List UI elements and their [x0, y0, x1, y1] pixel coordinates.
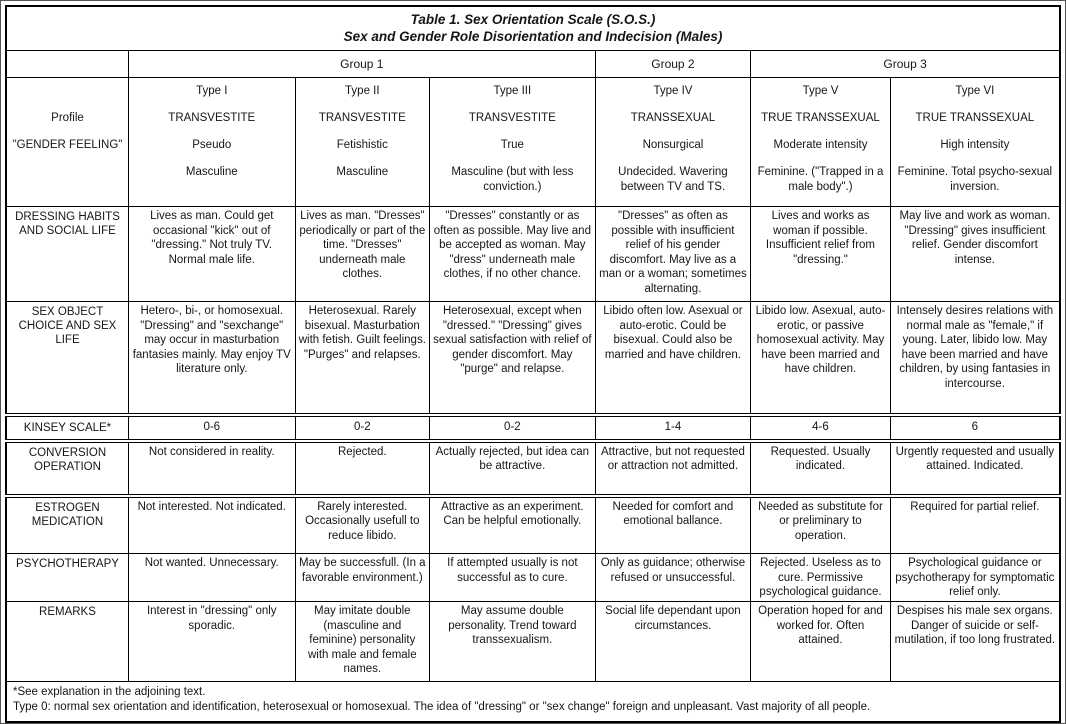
profile-line: Masculine	[336, 166, 389, 178]
profile-label-line: Profile	[51, 112, 84, 124]
profile-header-type-5	[751, 78, 891, 207]
profile-line: Type VI	[955, 85, 995, 97]
cell-r3-c6: 6	[890, 415, 1060, 441]
table-title-line2: Sex and Gender Role Disorientation and Indecision (Males)	[343, 29, 723, 44]
cell-r5-c3: Attractive as an experiment. Can be helpful emotionally.	[430, 496, 596, 554]
footnote-row	[6, 682, 1060, 723]
sos-table	[5, 5, 1061, 723]
cell-r3-c3: 0-2	[430, 415, 596, 441]
corner-cell	[6, 51, 128, 78]
profile-header-type-6	[890, 78, 1060, 207]
table-title-cell	[6, 6, 1060, 51]
profile-label-line: "GENDER FEELING"	[12, 139, 123, 151]
cell-r6-c1: Not wanted. Unnecessary.	[128, 554, 295, 602]
cell-r4-c4: Attractive, but not requested or attraction not admitted.	[595, 441, 751, 496]
cell-r4-c1: Not considered in reality.	[128, 441, 295, 496]
footnotes-cell	[6, 682, 1060, 723]
cell-r6-c3: If attempted usually is not successful as to cure.	[430, 554, 596, 602]
cell-r4-c5: Requested. Usually indicated.	[751, 441, 891, 496]
profile-header-row	[6, 78, 1060, 207]
profile-line: Type III	[493, 85, 532, 97]
cell-r3-c1: 0-6	[128, 415, 295, 441]
profile-line: Moderate intensity	[773, 139, 868, 151]
cell-r2-c2: Heterosexual. Rarely bisexual. Masturbation with fetish. Guilt feelings. "Purges" and relapses.	[295, 302, 429, 415]
cell-r5-c4: Needed for comfort and emotional ballance.	[595, 496, 751, 554]
profile-line: True	[500, 139, 524, 151]
table-row	[6, 554, 1060, 602]
cell-r7-c4: Social life dependant upon circumstances.	[595, 602, 751, 682]
cell-r4-c2: Rejected.	[295, 441, 429, 496]
cell-r6-c5: Rejected. Useless as to cure. Permissive psychological guidance.	[751, 554, 891, 602]
profile-line: TRUE TRANSSEXUAL	[915, 112, 1035, 124]
cell-r2-c5: Libido low. Asexual, auto-erotic, or passive homosexual activity. May have been married and have children.	[751, 302, 891, 415]
cell-r1-c3: "Dresses" constantly or as often as possible. May live and be accepted as woman. May "dress" underneath male clothes, if no other chance.	[430, 207, 596, 302]
table-row	[6, 496, 1060, 554]
cell-r4-c6: Urgently requested and usually attained. Indicated.	[890, 441, 1060, 496]
cell-r1-c4: "Dresses" as often as possible with insufficient relief of his gender discomfort. May live as a man or a woman; sometimes alternating.	[595, 207, 751, 302]
profile-line: Masculine (but with less conviction.)	[451, 166, 574, 193]
group-header-3: Group 3	[751, 51, 1060, 78]
profile-line: Type I	[196, 85, 228, 97]
profile-header-type-4	[595, 78, 751, 207]
profile-line: Undecided. Wavering between TV and TS.	[618, 166, 728, 193]
cell-r7-c3: May assume double personality. Trend toward transsexualism.	[430, 602, 596, 682]
cell-r7-c2: May imitate double (masculine and feminine) personality with male and female names.	[295, 602, 429, 682]
profile-label-line	[10, 165, 125, 182]
table-row	[6, 415, 1060, 441]
row-label: KINSEY SCALE*	[6, 415, 128, 441]
cell-r5-c6: Required for partial relief.	[890, 496, 1060, 554]
table-title-line1: Table 1. Sex Orientation Scale (S.O.S.)	[410, 12, 656, 27]
cell-r1-c2: Lives as man. "Dresses" periodically or part of the time. "Dresses" underneath male clothes.	[295, 207, 429, 302]
group-header-2: Group 2	[595, 51, 751, 78]
row-label: PSYCHOTHERAPY	[6, 554, 128, 602]
cell-r6-c6: Psychological guidance or psychotherapy for symptomatic relief only.	[890, 554, 1060, 602]
cell-r1-c5: Lives and works as woman if possible. Insufficient relief from "dressing."	[751, 207, 891, 302]
cell-r7-c6: Despises his male sex organs. Danger of suicide or self-mutilation, if too long frustrated.	[890, 602, 1060, 682]
profile-line: Nonsurgical	[642, 139, 704, 151]
group-header-row	[6, 51, 1060, 78]
profile-header-type-2	[295, 78, 429, 207]
profile-header-type-3	[430, 78, 596, 207]
cell-r6-c2: May be successfull. (In a favorable environment.)	[295, 554, 429, 602]
title-row	[6, 6, 1060, 51]
footnote-line2: Type 0: normal sex orientation and identification, heterosexual or homosexual. The idea of "dressing" or "sex change" foreign and unpleasant. Vast majority of all people.	[13, 701, 871, 713]
profile-header-type-1	[128, 78, 295, 207]
cell-r2-c6: Intensely desires relations with normal male as "female," if young. Later, libido low. May have been married and have children, by using fantasies in intercourse.	[890, 302, 1060, 415]
profile-line: TRANSVESTITE	[468, 112, 556, 124]
table-row	[6, 602, 1060, 682]
group-header-1: Group 1	[128, 51, 595, 78]
cell-r7-c5: Operation hoped for and worked for. Often attained.	[751, 602, 891, 682]
cell-r4-c3: Actually rejected, but idea can be attractive.	[430, 441, 596, 496]
cell-r7-c1: Interest in "dressing" only sporadic.	[128, 602, 295, 682]
cell-r2-c3: Heterosexual, except when "dressed." "Dressing" gives sexual satisfaction with relief of gender discomfort. May "purge" and relapse.	[430, 302, 596, 415]
row-label: REMARKS	[6, 602, 128, 682]
cell-r1-c6: May live and work as woman. "Dressing" gives insufficient relief. Gender discomfort intense.	[890, 207, 1060, 302]
profile-line: Feminine. Total psycho-sexual inversion.	[897, 166, 1053, 193]
cell-r3-c2: 0-2	[295, 415, 429, 441]
cell-r5-c5: Needed as substitute for or preliminary to operation.	[751, 496, 891, 554]
profile-line: TRUE TRANSSEXUAL	[761, 112, 880, 124]
row-label: CONVERSION OPERATION	[6, 441, 128, 496]
row-label: SEX OBJECT CHOICE AND SEX LIFE	[6, 302, 128, 415]
cell-r5-c2: Rarely interested. Occasionally usefull to reduce libido.	[295, 496, 429, 554]
table-row	[6, 207, 1060, 302]
profile-line: Type V	[802, 85, 839, 97]
footnote-line1: *See explanation in the adjoining text.	[13, 686, 206, 698]
cell-r3-c4: 1-4	[595, 415, 751, 441]
profile-line: Type II	[345, 85, 380, 97]
profile-line: Pseudo	[192, 139, 232, 151]
profile-row-label	[6, 78, 128, 207]
table-row	[6, 441, 1060, 496]
profile-line: High intensity	[940, 139, 1010, 151]
cell-r2-c4: Libido often low. Asexual or auto-erotic. Could be bisexual. Could also be married and have children.	[595, 302, 751, 415]
cell-r6-c4: Only as guidance; otherwise refused or unsuccessful.	[595, 554, 751, 602]
profile-label-line	[10, 84, 125, 101]
profile-line: TRANSVESTITE	[168, 112, 256, 124]
cell-r2-c1: Hetero-, bi-, or homosexual. "Dressing" and "sexchange" may occur in masturbation fantasies mainly. May enjoy TV literature only.	[128, 302, 295, 415]
profile-line: Masculine	[185, 166, 238, 178]
profile-line: TRANSSEXUAL	[630, 112, 716, 124]
profile-line: Type IV	[653, 85, 693, 97]
profile-line: TRANSVESTITE	[318, 112, 406, 124]
row-label: DRESSING HABITS AND SOCIAL LIFE	[6, 207, 128, 302]
cell-r5-c1: Not interested. Not indicated.	[128, 496, 295, 554]
cell-r1-c1: Lives as man. Could get occasional "kick" out of "dressing." Not truly TV. Normal male life.	[128, 207, 295, 302]
table-row	[6, 302, 1060, 415]
row-label: ESTROGEN MEDICATION	[6, 496, 128, 554]
profile-line: Fetishistic	[336, 139, 388, 151]
cell-r3-c5: 4-6	[751, 415, 891, 441]
profile-line: Feminine. ("Trapped in a male body".)	[757, 166, 884, 193]
